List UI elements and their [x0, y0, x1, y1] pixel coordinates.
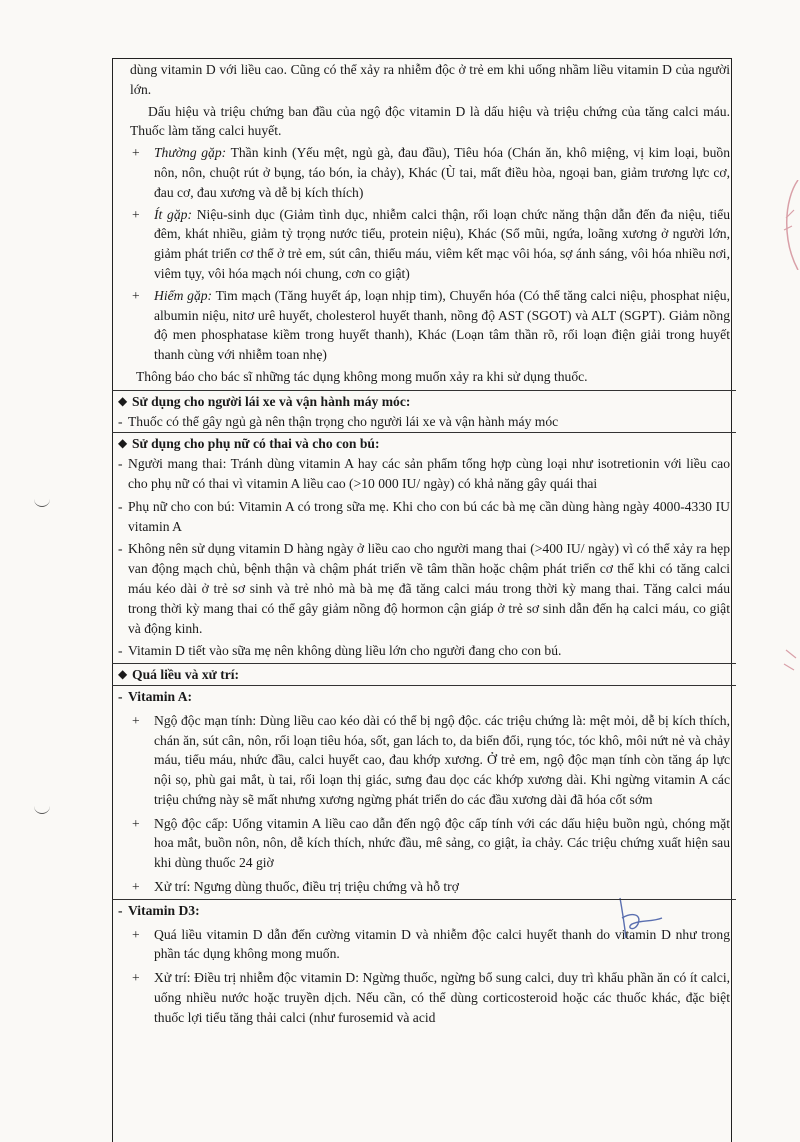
- diamond-bullet: ◆: [118, 393, 128, 408]
- divider: [112, 390, 736, 391]
- dash-bullet: -: [118, 643, 123, 659]
- item-text: Thuốc có thể gây ngủ gà nên thận trọng cho người lái xe và vận hành máy móc: [128, 413, 559, 429]
- plus-bullet: +: [132, 712, 140, 728]
- effect-label: Ít gặp:: [154, 206, 192, 222]
- plus-bullet: +: [132, 879, 140, 895]
- stamp-fragment-bottom: [776, 640, 800, 690]
- divider: [112, 663, 736, 664]
- item-text: Ngộ độc cấp: Uống vitamin A liều cao dẫn đến ngộ độc cấp tính với các dấu hiệu buồn ngủ, chóng mặt hoa mắt, buồn nôn, nôn, dễ kích thích, nhức đầu, mê sảng, co giật, ỉa chảy. Các triệu chứng xuất hiện sau khi dùng thuốc 24 giờ: [154, 815, 730, 871]
- effect-label: Hiếm gặp:: [154, 287, 213, 303]
- dash-bullet: -: [118, 498, 123, 514]
- section-heading-driving: [118, 392, 730, 412]
- notice-text: Thông báo cho bác sĩ những tác dụng không mong muốn xảy ra khi sử dụng thuốc.: [136, 368, 588, 384]
- plus-bullet: +: [132, 287, 140, 303]
- intro-paragraph: Dấu hiệu và triệu chứng ban đầu của ngộ độc vitamin D là dấu hiệu và triệu chứng của tăng calci máu. Thuốc làm tăng calci huyết.: [130, 103, 730, 139]
- dash-bullet: -: [118, 688, 123, 704]
- driving-item: [118, 412, 730, 432]
- heading-text: Quá liều và xử trí:: [132, 667, 240, 683]
- document-body: [118, 60, 730, 1028]
- item-text: Quá liều vitamin D dẫn đến cường vitamin D và nhiễm độc calci huyết thanh do vitamin D như trong phần tác dụng không mong muốn.: [154, 926, 730, 962]
- effect-text: Thần kinh (Yếu mệt, ngủ gà, đau đầu), Tiêu hóa (Chán ăn, khô miệng, vị kim loại, buồn nôn, nôn, chuột rút ở bụng, táo bón, ỉa chảy), Khác (Ù tai, mất điều hòa, ngoại ban, giảm trương lực cơ, đau cơ, đau xương và dễ bị kích thích): [154, 145, 730, 200]
- effect-common: [118, 143, 730, 202]
- plus-bullet: +: [132, 926, 140, 942]
- divider: [112, 685, 736, 686]
- subheading-vitamin-a: [118, 687, 730, 707]
- item-text: Vitamin D tiết vào sữa mẹ nên không dùng liều lớn cho người đang cho con bú.: [128, 643, 562, 659]
- pregnancy-item: [118, 539, 730, 638]
- diamond-bullet: ◆: [118, 667, 128, 682]
- heading-text: Sử dụng cho người lái xe và vận hành máy móc:: [132, 393, 411, 409]
- effect-uncommon: [118, 205, 730, 284]
- diamond-bullet: ◆: [118, 436, 128, 451]
- dash-bullet: -: [118, 902, 123, 918]
- item-text: Người mang thai: Tránh dùng vitamin A hay các sản phẩm tổng hợp cùng loại như isotretionin với liều cao cho phụ nữ có thai vì vitamin A liều cao (>10 000 IU/ ngày) có khả năng gây quái thai: [128, 456, 730, 491]
- item-text: Xử trí: Ngưng dùng thuốc, điều trị triệu chứng và hỗ trợ: [154, 879, 459, 895]
- dash-bullet: -: [118, 541, 123, 557]
- effect-rare: [118, 286, 730, 365]
- stamp-fragment-top: [776, 180, 800, 270]
- divider: [112, 899, 736, 900]
- item-text: Phụ nữ cho con bú: Vitamin A có trong sữa mẹ. Khi cho con bú các bà mẹ cần dùng hàng ngày 4000-4330 IU vitamin A: [128, 498, 730, 534]
- vitamin-d3-item: [118, 925, 730, 965]
- section-heading-pregnancy: [118, 434, 730, 454]
- vitamin-d3-item: [118, 968, 730, 1027]
- effect-text: Niệu-sinh dục (Giảm tình dục, nhiễm calci thận, rối loạn chức năng thận dẫn đến đa niệu, tiểu đêm, khát nhiều, giảm tỷ trọng nước tiểu, protein niệu), Khác (Sổ mũi, ngứa, loãng xương ở người lớn, giảm phát triển cơ thể ở trẻ em, sút cân, thiếu máu, viêm kết mạc vôi hóa, sợ ánh sáng, vôi hóa nhiều nơi, viêm tụy, vôi hóa mạch nói chung, cơn co giật): [154, 206, 730, 281]
- vitamin-a-item: [118, 814, 730, 873]
- dash-bullet: -: [118, 456, 123, 472]
- plus-bullet: +: [132, 145, 140, 161]
- vitamin-a-item: [118, 877, 730, 897]
- intro-continuation: dùng vitamin D với liều cao. Cũng có thể xảy ra nhiễm độc ở trẻ em khi uống nhầm liều vitamin D của người lớn.: [130, 62, 730, 97]
- section-heading-overdose: [118, 665, 730, 685]
- effect-label: Thường gặp:: [154, 145, 227, 161]
- subheading-text: Vitamin A:: [128, 688, 193, 704]
- divider: [112, 432, 736, 433]
- dash-bullet: -: [118, 413, 123, 429]
- pregnancy-item: [118, 641, 730, 661]
- punch-hole-mark: [34, 803, 50, 814]
- pregnancy-item: [118, 497, 730, 537]
- item-text: Xử trí: Điều trị nhiễm độc vitamin D: Ngừng thuốc, ngừng bổ sung calci, duy trì khẩu phần ăn có ít calci, uống nhiều nước hoặc truyền dịch. Nếu cần, có thể dùng corticosteroid hoặc các thuốc khác, đặc biệt thuốc lợi tiểu tăng thải calci (như furosemid và acid: [154, 970, 730, 1025]
- punch-hole-mark: [34, 496, 50, 507]
- heading-text: Sử dụng cho phụ nữ có thai và cho con bú:: [132, 436, 380, 452]
- item-text: Ngộ độc mạn tính: Dùng liều cao kéo dài có thể bị ngộ độc. các triệu chứng là: mệt mỏi, dễ bị kích thích, chán ăn, sút cân, nôn, rối loạn tiêu hóa, sốt, gan lách to, da biến đổi, rụng tóc, tóc khô, môi nứt nẻ và chảy máu, tiểu máu, nhức đầu, calci huyết cao, đau khớp xương. Ở trẻ em, ngộ độc mạn tính còn tăng áp lực nội sọ, phù gai mắt, ù tai, rối loạn thị giác, sưng đau dọc các khớp xương dài. Khi ngừng vitamin A các triệu chứng này sẽ mất nhưng xương ngừng phát triển do các đầu xương dài đã hóa cốt sớm: [154, 712, 730, 807]
- plus-bullet: +: [132, 815, 140, 831]
- vitamin-a-item: [118, 711, 730, 810]
- subheading-text: Vitamin D3:: [128, 902, 200, 918]
- subheading-vitamin-d3: [118, 901, 730, 921]
- item-text: Không nên sử dụng vitamin D hàng ngày ở liều cao cho người mang thai (>400 IU/ ngày) vì có thể xảy ra hẹp van động mạch chủ, bệnh thận và chậm phát triển về tâm thần hoặc chậm phát triển cơ thể khi có tăng calci máu kéo dài ở trẻ sơ sinh và trẻ nhỏ mà bà mẹ đã tăng calci máu trong thời kỳ mang thai. Tăng calci máu trong thời kỳ mang thai có thể gây giảm nồng độ hormon cận giáp ở trẻ sơ sinh dẫn đến hạ calci máu, co giật và động kinh.: [128, 541, 730, 636]
- pregnancy-item: [118, 454, 730, 494]
- effect-text: Tim mạch (Tăng huyết áp, loạn nhịp tim), Chuyển hóa (Có thể tăng calci niệu, phosphat niệu, albumin niệu, nitơ urê huyết, cholesterol huyết thanh, nồng độ AST (SGOT) và ALT (SGPT). Giảm nồng độ men phosphatase kiềm trong huyết thanh), Khác (Loạn tâm thần rõ, rối loạn điện giải trong huyết thanh cùng với nhiễm toan nhẹ): [154, 287, 730, 363]
- plus-bullet: +: [132, 206, 140, 222]
- plus-bullet: +: [132, 970, 140, 986]
